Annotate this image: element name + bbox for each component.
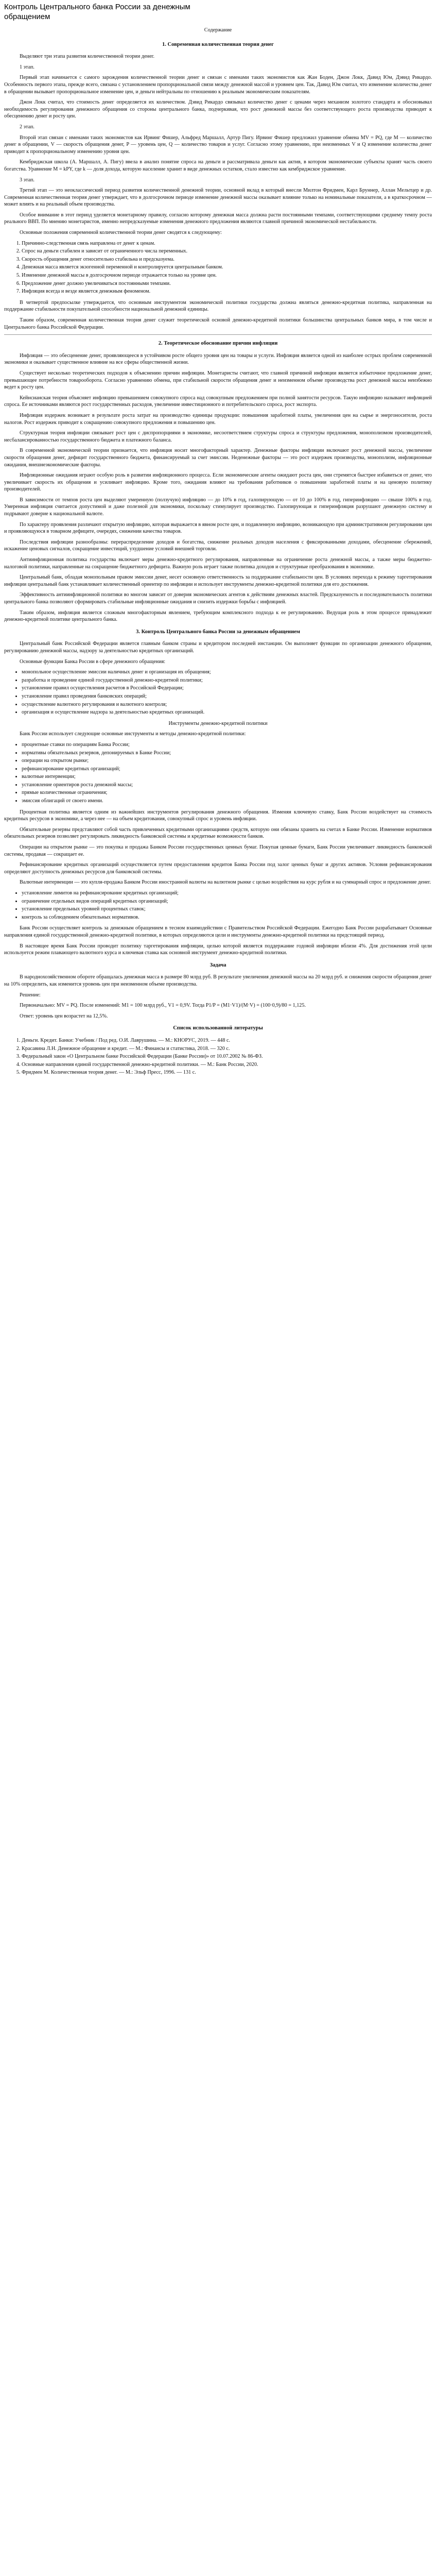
source-item: 1. Деньги. Кредит. Банки: Учебник / Под ред. О.И. Лаврушина. — М.: КНОРУС, 2019. — 448 с.: [22, 1037, 432, 1044]
divider: [4, 334, 432, 335]
section-1-paragraph: Основные положения современной количественной теории денег сводятся к следующему:: [20, 230, 222, 236]
source-item: 2. Красавина Л.Н. Денежное обращение и кредит. — М.: Финансы и статистика, 2018. — 320 с.: [22, 1045, 432, 1053]
section-1-list-item: 7. Инфляция всегда и везде является денежным феноменом.: [22, 288, 432, 295]
section-3-subheading: Инструменты денежно-кредитной политики: [168, 720, 268, 726]
section-3-paragraph: Рефинансирование кредитных организаций осуществляется путем предоставления кредитов Банка России под залог ценных бумаг и других активов. Условия рефинансирования определяют доступность денежных ресурсов для банковской системы.: [4, 862, 432, 875]
tools-list-item: • нормативы обязательных резервов, депонируемых в Банке России;: [22, 750, 432, 757]
limits-list-item: • контроль за соблюдением обязательных нормативов.: [22, 914, 432, 921]
section-1-paragraphs: [4, 53, 432, 236]
section-1-list-item: 6. Предложение денег должно увеличиваться постоянными темпами.: [22, 280, 432, 287]
section-2-heading: 2. Теоретическое обоснование причин инфляции: [158, 341, 278, 347]
section-1-paragraph: 2 этап.: [20, 124, 34, 130]
sources-list: [4, 1037, 432, 1076]
section-1-paragraph: 3 этап.: [20, 177, 34, 183]
section-3-paragraph: Обязательные резервы представляют собой часть привлеченных кредитными организациями средств, которую они обязаны хранить на счетах в Банке России. Изменение нормативов обязательных резервов позволяет регулировать ликвидность банковской системы и кредитные возможности банков.: [4, 826, 432, 840]
functions-list-item: • монопольное осуществление эмиссии наличных денег и организация их обращения;: [22, 669, 432, 676]
page-title: Контроль Центрального банка России за денежным обращением: [4, 3, 190, 21]
limits-list: [4, 890, 432, 921]
section-2-paragraph: В зависимости от темпов роста цен выделяют умеренную (ползучую) инфляцию — до 10% в год, галопирующую — от 10 до 100% в год, гиперинфляцию — свыше 100% в год. Умеренная инфляция считается допустимой и даже полезной для экономики, поскольку стимулирует производство. Галопирующая и гиперинфляция разрушают денежную систему и подрывают доверие к национальной валюте.: [4, 497, 432, 517]
section-3-paragraph: Центральный банк Российской Федерации является главным банком страны и кредитором последней инстанции. Он выполняет функции по организации денежного обращения, регулированию денежной массы, надзору за деятельностью кредитных организаций.: [4, 641, 432, 654]
tools-list-item: • процентные ставки по операциям Банка России;: [22, 741, 432, 749]
task-text: [4, 974, 432, 1020]
toc-heading: Содержание: [204, 27, 232, 33]
functions-list-item: • установление правил осуществления расчетов в Российской Федерации;: [22, 685, 432, 692]
section-3-paragraph: Банк России использует следующие основные инструменты и методы денежно-кредитной политики:: [20, 731, 246, 737]
section-3-paragraphs: [4, 640, 432, 665]
section-3-heading: 3. Контроль Центрального банка России за денежным обращением: [136, 629, 300, 635]
section-1-paragraph: Выделяют три этапа развития количественной теории денег.: [20, 54, 155, 60]
section-2-paragraph: Инфляция — это обесценение денег, проявляющееся в устойчивом росте общего уровня цен на товары и услуги. Инфляция является одной из наиболее острых проблем современной экономики и оказывает существенное влияние на все сферы общественной жизни.: [4, 352, 432, 366]
tools-list-item: • валютные интервенции;: [22, 773, 432, 781]
section-1-paragraph: Первый этап начинается с самого зарождения количественной теории денег и связан с именами таких экономистов как Жан Боден, Джон Локк, Давид Юм, Дэвид Рикардо. Особенность первого этапа, прежде всего, связана с установлением пропорциональной связи между денежной массой и уровнем цен. Так, Давид Юм считал, что изменение количества денег в обращении вызывает пропорциональное изменение цен, и деньги нейтральны по отношению к реальным экономическим показателям.: [4, 75, 432, 95]
section-3-paragraph: Валютные интервенции — это купля-продажа Банком России иностранной валюты на валютном рынке с целью воздействия на курс рубля и на суммарный спрос и предложение денег.: [20, 879, 431, 886]
limits-list-item: • установление предельных уровней процентных ставок;: [22, 906, 432, 913]
section-1-paragraph: 1 этап.: [20, 64, 34, 70]
section-2-paragraph: Таким образом, инфляция является сложным многофакторным явлением, требующим комплексного подхода к ее регулированию. Ведущая роль в этом процессе принадлежит денежно-кредитной политике центрального банка.: [4, 609, 432, 623]
section-2-paragraph: Последствия инфляции разнообразны: перераспределение доходов и богатства, снижение реальных доходов населения с фиксированными доходами, обесценение сбережений, искажение ценовых сигналов, сокращение инвестиций, ухудшение условий внешней торговли.: [4, 539, 432, 552]
sources-heading: Список использованной литературы: [173, 1025, 263, 1031]
section-1-list-item: 5. Изменение денежной массы в долгосрочном периоде отражается только на уровне цен.: [22, 272, 432, 279]
task-paragraph: Ответ: уровень цен возрастет на 12,5%.: [20, 1013, 108, 1019]
section-3-closing: [4, 925, 432, 956]
section-3-paragraphs-3: [4, 809, 432, 886]
tools-list-item: • прямые количественные ограничения;: [22, 789, 432, 796]
source-item: 3. Федеральный закон «О Центральном банке Российской Федерации (Банке России)» от 10.07.2002 № 86-ФЗ.: [22, 1053, 432, 1060]
tools-list-item: • эмиссия облигаций от своего имени.: [22, 798, 432, 805]
tools-list: [4, 741, 432, 805]
section-1-heading: 1. Современная количественная теория денег: [162, 41, 274, 47]
functions-list: [4, 669, 432, 716]
section-2-paragraph: Инфляционные ожидания играют особую роль в развитии инфляционного процесса. Если экономические агенты ожидают роста цен, они стремятся быстрее избавиться от денег, что увеличивает скорость их обращения и усиливает инфляцию. Кроме того, ожидания влияют на требования работников о повышении заработной платы и на ценовую политику производителей.: [4, 472, 432, 493]
section-3-paragraphs-2: [4, 731, 432, 738]
section-2-paragraph: Кейнсианская теория объясняет инфляцию превышением совокупного спроса над совокупным предложением при полной занятости ресурсов. Такую инфляцию называют инфляцией спроса. Ее источниками являются рост государственных расходов, увеличение инвестиционного и потребительского спроса, рост экспорта.: [4, 395, 432, 408]
tools-list-item: • операции на открытом рынке;: [22, 757, 432, 765]
tools-list-item: • установление ориентиров роста денежной массы;: [22, 782, 432, 789]
functions-list-item: • осуществление валютного регулирования и валютного контроля;: [22, 701, 432, 708]
section-2-paragraph: Антиинфляционная политика государства включает меры денежно-кредитного регулирования, направленные на ограничение роста денежной массы, а также меры бюджетно-налоговой политики, направленные на сокращение бюджетного дефицита. Важную роль играет также политика доходов и структурные преобразования в экономике.: [4, 557, 432, 570]
functions-list-item: • установление правил проведения банковских операций;: [22, 693, 432, 700]
section-3-paragraph: Основные функции Банка России в сфере денежного обращения:: [20, 658, 166, 665]
section-1-paragraph: Третий этап — это неоклассический период развития количественной денежной теории, основной вклад в который внесли Милтон Фридмен, Карл Бруннер, Аллан Мельтцер и др. Современная количественная теория денег утверждает, что в долгосрочном периоде изменение денежной массы оказывает влияние только на номинальные показатели, а в краткосрочном — может влиять и на реальный объем производства.: [4, 188, 432, 208]
section-2-paragraphs: [4, 352, 432, 623]
section-2-paragraph: В современной экономической теории признается, что инфляция носит многофакторный характер. Денежные факторы инфляции включают рост денежной массы, увеличение скорости обращения денег, дефицит государственного бюджета, финансируемый за счет эмиссии. Неденежные факторы — это рост издержек производства, монополизм, инфляционные ожидания, внешнеэкономические факторы.: [4, 448, 432, 468]
limits-list-item: • ограничение отдельных видов операций кредитных организаций;: [22, 898, 432, 905]
task-heading: Задача: [210, 962, 226, 968]
section-1-closing: [4, 299, 432, 331]
section-1-list-item: 3. Скорость обращения денег относительно стабильна и предсказуема.: [22, 256, 432, 263]
section-1-list: [4, 240, 432, 295]
section-2-paragraph: Центральный банк, обладая монопольным правом эмиссии денег, несет основную ответственность за поддержание стабильности цен. В условиях перехода к режиму таргетирования инфляции центральный банк устанавливает количественный ориентир по инфляции и использует инструменты денежно-кредитной политики для его достижения.: [4, 574, 432, 587]
functions-list-item: • организация и осуществление надзора за деятельностью кредитных организаций.: [22, 709, 432, 716]
source-item: 5. Фридмен М. Количественная теория денег. — М.: Эльф Пресс, 1996. — 131 с.: [22, 1069, 432, 1076]
source-item: 4. Основные направления единой государственной денежно-кредитной политики. — М.: Банк России, 2020.: [22, 1061, 432, 1069]
document-body: [4, 27, 432, 1080]
task-paragraph: Первоначально: MV = PQ. После изменений: M1 = 100 млрд руб., V1 = 0,9V. Тогда P1/P = (M1·V1)/(M·V) = (100·0,9)/80 = 1,125.: [20, 1003, 306, 1009]
section-2-paragraph: Структурная теория инфляции связывает рост цен с диспропорциями в экономике, несоответствием структуры спроса и структуры предложения, монополизмом производителей, несбалансированностью государственного бюджета и платежного баланса.: [4, 430, 432, 443]
section-1-list-item: 1. Причинно-следственная связь направлена от денег к ценам.: [22, 240, 432, 247]
section-3-paragraph: Процентная политика является одним из важнейших инструментов регулирования денежного обращения. Изменяя ключевую ставку, Банк России воздействует на стоимость кредитных ресурсов в экономике, а через нее — на объем кредитования, совокупный спрос и уровень инфляции.: [4, 809, 432, 822]
section-1-closing-paragraph: Таким образом, современная количественная теория денег служит теоретической основой денежно-кредитной политики большинства центральных банков мира, в том числе и Центрального банка Российской Федерации.: [4, 317, 432, 330]
section-1-list-item: 2. Спрос на деньги стабилен и зависит от ограниченного числа переменных.: [22, 248, 432, 255]
section-1-paragraph: Джон Локк считал, что стоимость денег определяется их количеством. Дэвид Рикардо связывал количество денег с ценами через механизм золотого стандарта и обосновывал необходимость регулирования денежного обращения со стороны центрального банка, подчеркивая, что рост денежной массы без соответствующего роста производства приводит к обесценению денег и росту цен.: [4, 99, 432, 120]
task-paragraph: Решение:: [20, 992, 41, 998]
task-paragraph: В народнохозяйственном обороте обращалась денежная масса в размере 80 млрд руб. В результате увеличения денежной массы на 20 млрд руб. и снижения скорости обращения денег на 10% определить, как изменится уровень цен при неизменном объеме производства.: [4, 974, 432, 987]
limits-list-item: • установление лимитов на рефинансирование кредитных организаций;: [22, 890, 432, 897]
section-1-closing-paragraph: В четвертой предпосылке утверждается, что основным инструментом экономической политики государства должна являться денежно-кредитная политика, направленная на поддержание стабильности покупательной способности национальной денежной единицы.: [4, 299, 432, 313]
tools-list-item: • рефинансирование кредитных организаций;: [22, 766, 432, 773]
section-3-closing-paragraph: Банк России осуществляет контроль за денежным обращением в тесном взаимодействии с Правительством Российской Федерации. Ежегодно Банк России разрабатывает Основные направления единой государственной денежно-кредитной политики, в которых определяются цели и инструменты денежно-кредитной политики на предстоящий период.: [4, 925, 432, 938]
section-1-paragraph: Особое внимание в этот период уделяется монетарному правилу, согласно которому денежная масса должна расти постоянными темпами, соответствующими среднему темпу роста реального ВВП. По мнению монетаристов, именно непредсказуемые изменения денежного предложения являются главной причиной экономической нестабильности.: [4, 212, 432, 225]
section-1-paragraph: Кембриджская школа (А. Маршалл, А. Пигу) ввела в анализ понятие спроса на деньги и рассматривала деньги как актив, в котором экономические субъекты хранят часть своего богатства. Уравнение М = kPY, где k — доля дохода, которую население хранит в виде денежных остатков, стало известно как кембриджское уравнение.: [4, 159, 432, 172]
section-2-paragraph: Эффективность антиинфляционной политики во многом зависит от доверия экономических агентов к действиям денежных властей. Предсказуемость и последовательность политики центрального банка позволяют сформировать стабильные инфляционные ожидания и снизить издержки борьбы с инфляцией.: [4, 592, 432, 605]
section-1-list-item: 4. Денежная масса является экзогенной переменной и контролируется центральным банком.: [22, 264, 432, 271]
section-2-paragraph: Существует несколько теоретических подходов к объяснению причин инфляции. Монетаристы считают, что главной причиной инфляции является избыточное предложение денег, превышающее потребности товарооборота. Согласно уравнению обмена, при стабильной скорости обращения денег и неизменном объеме производства рост денежной массы неизбежно ведет к росту цен.: [4, 370, 432, 391]
section-1-paragraph: Второй этап связан с именами таких экономистов как Ирвинг Фишер, Альфред Маршалл, Артур Пигу. Ирвинг Фишер предложил уравнение обмена MV = PQ, где M — количество денег в обращении, V — скорость обращения денег, P — уровень цен, Q — количество товаров и услуг. Согласно этому уравнению, при неизменных V и Q изменение количества денег приводит к пропорциональному изменению уровня цен.: [4, 134, 432, 155]
functions-list-item: • разработка и проведение единой государственной денежно-кредитной политики;: [22, 677, 432, 684]
section-3-paragraph: Операции на открытом рынке — это покупка и продажа Банком России государственных ценных бумаг. Покупая ценные бумаги, Банк России увеличивает ликвидность банковской системы, продавая — сокращает ее.: [4, 844, 432, 857]
section-3-closing-paragraph: В настоящее время Банк России проводит политику таргетирования инфляции, целью которой является поддержание годовой инфляции вблизи 4%. Для достижения этой цели используется режим плавающего валютного курса и ключевая ставка как основной инструмент денежно-кредитной политики.: [4, 943, 432, 956]
section-2-paragraph: По характеру проявления различают открытую инфляцию, которая выражается в явном росте цен, и подавленную инфляцию, возникающую при административном регулировании цен и проявляющуюся в товарном дефиците, очередях, снижении качества товаров.: [4, 521, 432, 535]
section-2-paragraph: Инфляция издержек возникает в результате роста затрат на производство единицы продукции: повышения заработной платы, увеличения цен на сырье и энергоносители, роста налогов. Рост издержек приводит к сокращению совокупного предложения и повышению цен.: [4, 412, 432, 426]
